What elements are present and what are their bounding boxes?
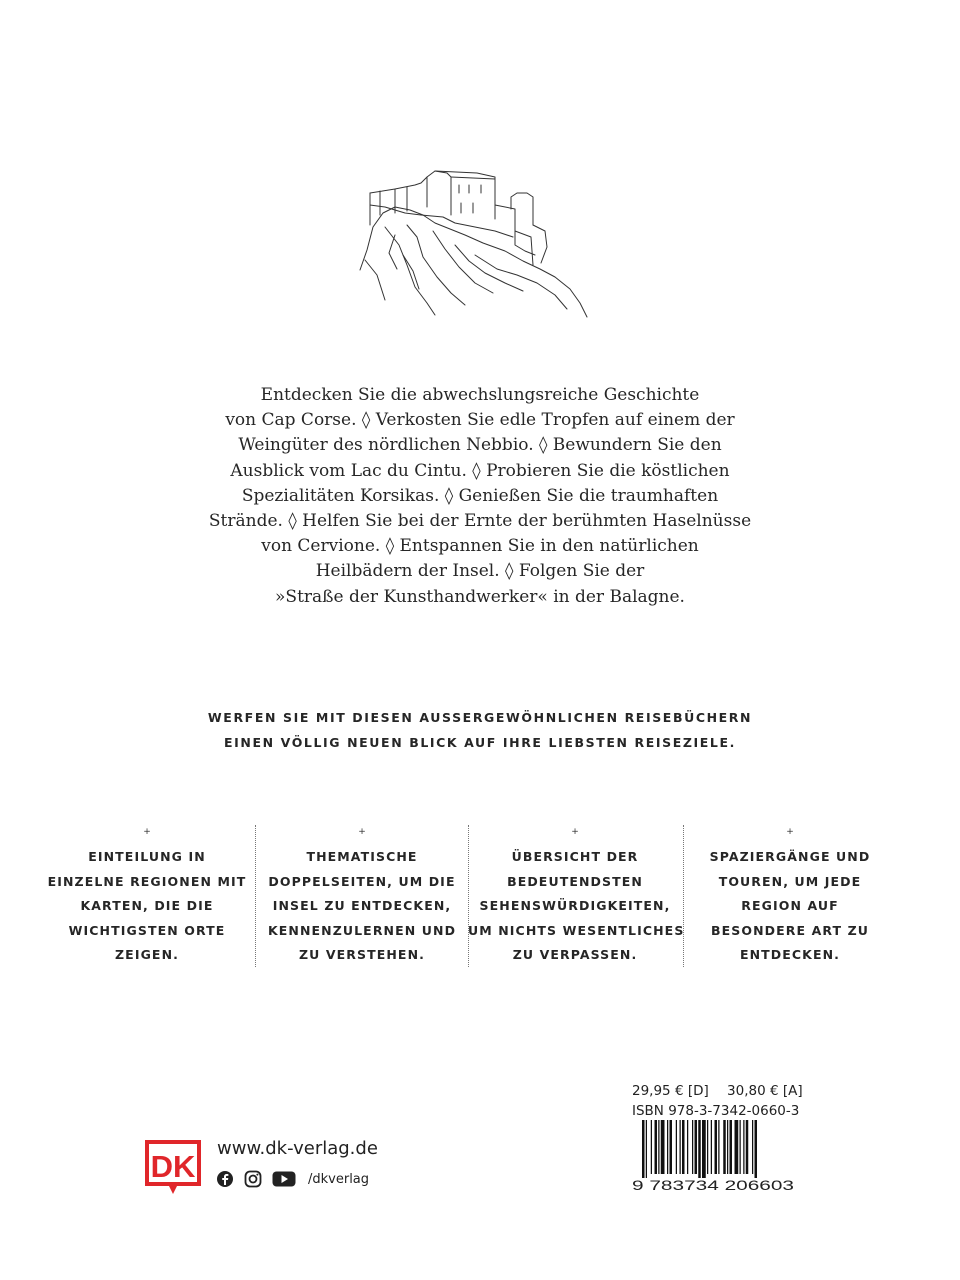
barcode-bar xyxy=(702,1120,706,1178)
barcode-bar xyxy=(658,1120,659,1174)
description-line: Entdecken Sie die abwechslungsreiche Geschichte xyxy=(260,385,700,405)
barcode-bars xyxy=(642,1120,757,1178)
barcode-bar xyxy=(711,1120,712,1174)
barcode-bar xyxy=(642,1120,645,1178)
barcode-bar xyxy=(676,1120,677,1174)
social-links xyxy=(216,1168,369,1190)
feature-columns xyxy=(40,825,920,970)
feature-line: ZU VERSTEHEN. xyxy=(299,947,425,962)
feature-column-sights xyxy=(468,825,685,970)
dk-logo-text: DK xyxy=(150,1149,196,1184)
feature-line: DOPPELSEITEN, UM DIE xyxy=(268,873,456,889)
feature-line: REGION AUF xyxy=(741,898,839,913)
feature-line: ZEIGEN. xyxy=(115,947,179,962)
plus-icon: + xyxy=(786,827,794,837)
barcode-bar xyxy=(670,1120,673,1174)
feature-line: UM NICHTS WESENTLICHES xyxy=(468,922,685,938)
barcode-bar xyxy=(746,1120,749,1174)
feature-line: THEMATISCHE xyxy=(306,849,418,864)
description-text xyxy=(180,383,780,610)
barcode-bar xyxy=(655,1120,658,1174)
description-line: Spezialitäten Korsikas. ◊ Genießen Sie die traumhaften xyxy=(241,485,719,506)
description-line: von Cap Corse. ◊ Verkosten Sie edle Tropfen auf einem der xyxy=(225,410,735,431)
price-info xyxy=(632,1083,817,1099)
feature-line: ÜBERSICHT DER xyxy=(511,849,639,864)
description-line: »Straße der Kunsthandwerker« in der Balagne. xyxy=(275,586,685,607)
description-line: Heilbädern der Insel. ◊ Folgen Sie der xyxy=(315,561,645,582)
barcode-bar xyxy=(680,1120,681,1174)
barcode-bar xyxy=(707,1120,708,1174)
description-line: Ausblick vom Lac du Cintu. ◊ Probieren Sie die köstlichen xyxy=(230,460,730,481)
youtube-icon[interactable] xyxy=(272,1170,296,1188)
feature-line: EINTEILUNG IN xyxy=(88,849,206,864)
price-austria: 30,80 € [A] xyxy=(727,1083,803,1099)
feature-column-thematic xyxy=(255,825,469,970)
description-line: Weingüter des nördlichen Nebbio. ◊ Bewundern Sie den xyxy=(238,435,722,456)
barcode-bar xyxy=(718,1120,719,1174)
feature-line: BESONDERE ART ZU xyxy=(710,922,870,938)
isbn-number: ISBN 978-3-7342-0660-3 xyxy=(632,1103,800,1119)
feature-line: KARTEN, DIE DIE xyxy=(80,898,214,913)
barcode-bar xyxy=(723,1120,726,1174)
barcode-bar xyxy=(740,1120,741,1174)
feature-line: TOUREN, UM JEDE xyxy=(718,873,862,889)
barcode-bar xyxy=(661,1120,665,1174)
barcode-bar xyxy=(692,1120,693,1174)
description-line: von Cervione. ◊ Entspannen Sie in den natürlichen xyxy=(261,536,699,557)
facebook-icon[interactable] xyxy=(216,1170,234,1188)
plus-icon: + xyxy=(143,827,151,837)
barcode-bar xyxy=(715,1120,718,1174)
barcode-bar xyxy=(752,1120,753,1174)
feature-line: INSEL ZU ENTDECKEN, xyxy=(272,898,452,913)
barcode-bar xyxy=(646,1120,647,1178)
barcode-bar xyxy=(743,1120,744,1174)
feature-column-regions xyxy=(40,825,254,970)
tagline-line-1: WERFEN SIE MIT DIESEN AUSSERGEWÖHNLICHEN REISEBÜCHERN xyxy=(207,710,753,725)
feature-line: BEDEUTENDSTEN xyxy=(507,873,643,889)
price-germany: 29,95 € [D] xyxy=(632,1083,709,1099)
plus-icon: + xyxy=(571,827,579,837)
barcode-bar xyxy=(735,1120,739,1174)
citadel-illustration xyxy=(355,165,590,325)
barcode-bar xyxy=(698,1120,701,1178)
barcode-digits: 9 783734 206603 xyxy=(632,1177,795,1192)
feature-line: SPAZIERGÄNGE UND xyxy=(709,849,871,864)
plus-icon: + xyxy=(358,827,366,837)
barcode-bar xyxy=(695,1120,698,1174)
instagram-icon[interactable] xyxy=(244,1170,262,1188)
tagline-line-2: EINEN VÖLLIG NEUEN BLICK AUF IHRE LIEBSTEN REISEZIELE. xyxy=(224,735,736,750)
description-line: Strände. ◊ Helfen Sie bei der Ernte der berühmten Haselnüsse xyxy=(208,511,752,532)
barcode-bar xyxy=(667,1120,668,1174)
series-tagline xyxy=(130,705,830,755)
barcode-bar xyxy=(755,1120,758,1178)
feature-line: SEHENSWÜRDIGKEITEN, xyxy=(479,898,671,913)
barcode-bar xyxy=(687,1120,688,1174)
feature-line: KENNENZULERNEN UND xyxy=(267,922,457,938)
publisher-url[interactable]: www.dk-verlag.de xyxy=(217,1138,378,1159)
barcode xyxy=(630,1120,796,1192)
feature-line: EINZELNE REGIONEN MIT xyxy=(47,873,247,889)
social-handle[interactable]: /dkverlag xyxy=(308,1171,370,1187)
feature-column-walks xyxy=(683,825,897,970)
barcode-bar xyxy=(730,1120,733,1174)
dk-logo xyxy=(143,1138,203,1196)
barcode-bar xyxy=(727,1120,728,1174)
barcode-bar xyxy=(651,1120,652,1174)
feature-line: ZU VERPASSEN. xyxy=(512,947,638,962)
feature-line: ENTDECKEN. xyxy=(739,947,841,962)
barcode-bar xyxy=(682,1120,685,1174)
feature-line: WICHTIGSTEN ORTE xyxy=(68,922,226,938)
